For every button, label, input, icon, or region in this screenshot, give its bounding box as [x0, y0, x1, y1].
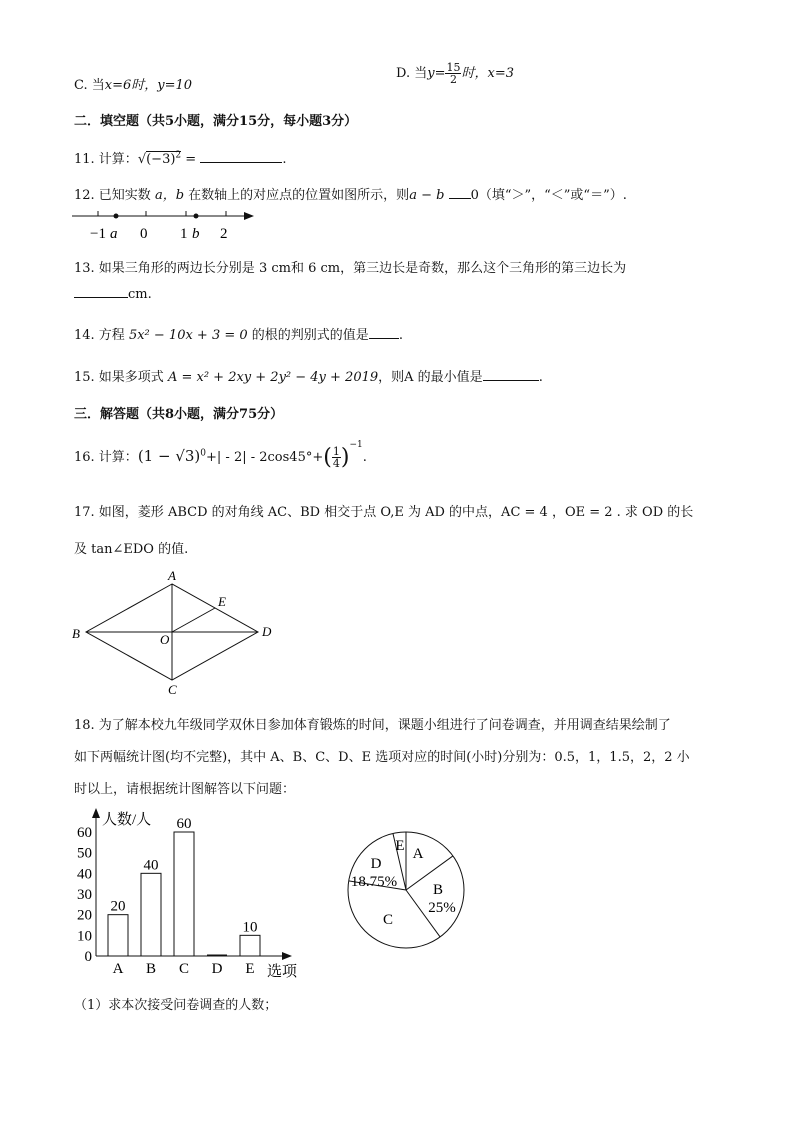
option-d-label: D. 当 — [396, 66, 428, 81]
section3-title: 三．解答题（共8小题，满分75分） — [74, 407, 284, 422]
bar — [108, 915, 128, 956]
segment-oe — [172, 608, 215, 632]
y-tick-label: 0 — [84, 949, 92, 965]
q11-eq: = — [185, 152, 197, 167]
q12-blank-fill: 0 — [470, 188, 479, 203]
q15-prefix: 15. 如果多项式 — [74, 370, 164, 385]
option-d-y: y= — [427, 66, 446, 81]
q12 — [74, 184, 627, 203]
pie-slice-label: E — [395, 838, 405, 854]
q12-vars: a，b — [154, 188, 185, 203]
q17-line1: 17. 如图，菱形 ABCD 的对角线 AC、BD 相交于点 O,E 为 AD 的中点，AC = 4 ，OE = 2 . 求 OD 的长 — [74, 505, 694, 520]
nl-label-2: 2 — [220, 226, 228, 242]
q16-frac-num: 1 — [332, 445, 340, 458]
q11-answer-blank[interactable] — [200, 162, 282, 163]
q11-radicand — [146, 151, 181, 167]
q18-sub1: （1）求本次接受问卷调查的人数； — [74, 998, 278, 1013]
x-tick-label: D — [211, 961, 223, 977]
x-tick-label: E — [245, 961, 255, 977]
pie-slice-label: D — [370, 856, 382, 872]
q14-answer-blank[interactable] — [369, 338, 399, 339]
bar-value-label: 20 — [110, 898, 126, 915]
label-O: O — [160, 632, 170, 647]
q14-end: . — [398, 328, 403, 343]
label-E: E — [218, 594, 226, 609]
q16 — [74, 440, 367, 470]
q15-equation: A = x² + 2xy + 2y² − 4y + 2019 — [167, 370, 379, 385]
q18-line3: 时以上，请根据统计图解答以下问题： — [74, 782, 296, 797]
q14-prefix: 14. 方程 — [74, 328, 125, 343]
y-tick-label: 10 — [77, 928, 92, 945]
option-d-fraction — [445, 62, 461, 85]
q18-line2: 如下两幅统计图(均不完整)，其中 A、B、C、D、E 选项对应的时间(小时)分别为：0.5，1，1.5，2，2 小 — [74, 750, 690, 765]
pie-slice-percent: 18.75% — [350, 874, 398, 890]
q16-frac-den: 4 — [332, 457, 340, 470]
option-c — [74, 74, 192, 93]
bar — [141, 873, 161, 956]
sqrt-symbol: √ — [137, 152, 147, 167]
option-d — [396, 62, 514, 85]
bar-value-label: 40 — [143, 857, 159, 874]
q16-part1: (1 − √3) — [137, 447, 201, 465]
nl-label-0: 0 — [140, 226, 148, 242]
q12-text-b: 在数轴上的对应点的位置如图所示，则 — [188, 188, 410, 203]
q13-unit: cm. — [128, 287, 152, 302]
q16-end: . — [362, 450, 367, 465]
option-c-result: y=10 — [157, 78, 193, 93]
q14-equation: 5x² − 10x + 3 = 0 — [128, 328, 248, 343]
y-tick-label: 20 — [77, 907, 92, 924]
q16-fraction — [332, 446, 341, 469]
nl-label-a: a — [110, 226, 118, 242]
section2-title: 二．填空题（共5小题，满分15分，每小题3分） — [74, 114, 358, 129]
q15-suffix: ，则A 的最小值是 — [378, 370, 483, 385]
label-C: C — [168, 682, 177, 697]
q12-number-line — [68, 204, 268, 244]
bar-value-label: 10 — [242, 919, 258, 936]
q11 — [74, 148, 286, 167]
q15-answer-blank[interactable] — [483, 380, 539, 381]
x-axis-label: 选项 — [266, 964, 298, 980]
option-d-result: 时，x=3 — [461, 66, 514, 81]
x-tick-label: A — [112, 961, 124, 977]
q16-exp2: −1 — [349, 440, 363, 450]
arrow-icon — [244, 212, 254, 220]
q15 — [74, 366, 543, 385]
y-axis-arrow-icon — [92, 808, 100, 818]
point-a — [114, 214, 119, 219]
point-b — [194, 214, 199, 219]
q13-answer-blank[interactable] — [74, 297, 128, 298]
q12-text-a: 12. 已知实数 — [74, 188, 151, 203]
option-d-num: 15 — [446, 61, 461, 74]
q12-expr: a − b — [409, 188, 445, 203]
option-d-den: 2 — [449, 73, 457, 86]
paren-right: ) — [340, 445, 350, 470]
q12-text-c: （填“＞”，“＜”或“＝”）. — [478, 188, 627, 203]
q17-rhombus-figure — [66, 566, 286, 700]
y-axis-label: 人数/人 — [102, 812, 152, 828]
nl-label-b: b — [192, 226, 200, 242]
pie-slice-percent: 25% — [428, 900, 456, 916]
x-tick-label: C — [178, 961, 190, 977]
q14 — [74, 324, 403, 343]
q13-line1: 13. 如果三角形的两边长分别是 3 cm和 6 cm，第三边长是奇数，那么这个三角形的第三边长为 — [74, 261, 627, 276]
q14-suffix: 的根的判别式的值是 — [251, 328, 369, 343]
label-D: D — [262, 624, 272, 639]
q13-line2 — [74, 287, 152, 302]
q11-suffix: . — [282, 152, 287, 167]
q16-exp1: 0 — [200, 448, 207, 459]
y-tick-label: 30 — [77, 887, 92, 903]
y-tick-label: 40 — [77, 866, 92, 883]
q11-exp: 2 — [175, 150, 182, 161]
bar — [240, 935, 260, 956]
pie-slice-label: B — [432, 882, 444, 898]
q15-end: . — [538, 370, 543, 385]
q16-prefix: 16. 计算： — [74, 450, 138, 465]
q16-part2: +| - 2| - 2cos45°+ — [206, 450, 324, 465]
x-tick-label: B — [145, 961, 157, 977]
label-B: B — [72, 626, 80, 641]
q18-bar-chart — [66, 806, 316, 982]
y-tick-label: 50 — [77, 845, 92, 862]
bar-value-label: 60 — [176, 816, 192, 832]
pie-slice-label: C — [382, 912, 394, 928]
x-axis-arrow-icon — [282, 952, 292, 960]
paren-left: ( — [323, 445, 332, 470]
q11-expr: (−3) — [146, 152, 176, 167]
option-c-label: C. 当 — [74, 78, 105, 93]
q12-answer-blank[interactable] — [449, 198, 471, 199]
nl-label-neg1: −1 — [90, 226, 106, 242]
q18-line1: 18. 为了解本校九年级同学双休日参加体育锻炼的时间，课题小组进行了问卷调查，并用调查结果绘制了 — [74, 718, 671, 733]
label-A: A — [168, 568, 176, 583]
pie-slice-label: A — [412, 846, 424, 862]
y-tick-label: 60 — [77, 825, 92, 841]
q11-prefix: 11. 计算： — [74, 152, 138, 167]
bar — [174, 832, 194, 956]
q17-line2: 及 tan∠EDO 的值. — [74, 542, 189, 557]
q18-pie-chart — [340, 828, 480, 954]
option-c-cond: x=6时， — [104, 78, 158, 93]
nl-label-1: 1 — [180, 226, 188, 242]
